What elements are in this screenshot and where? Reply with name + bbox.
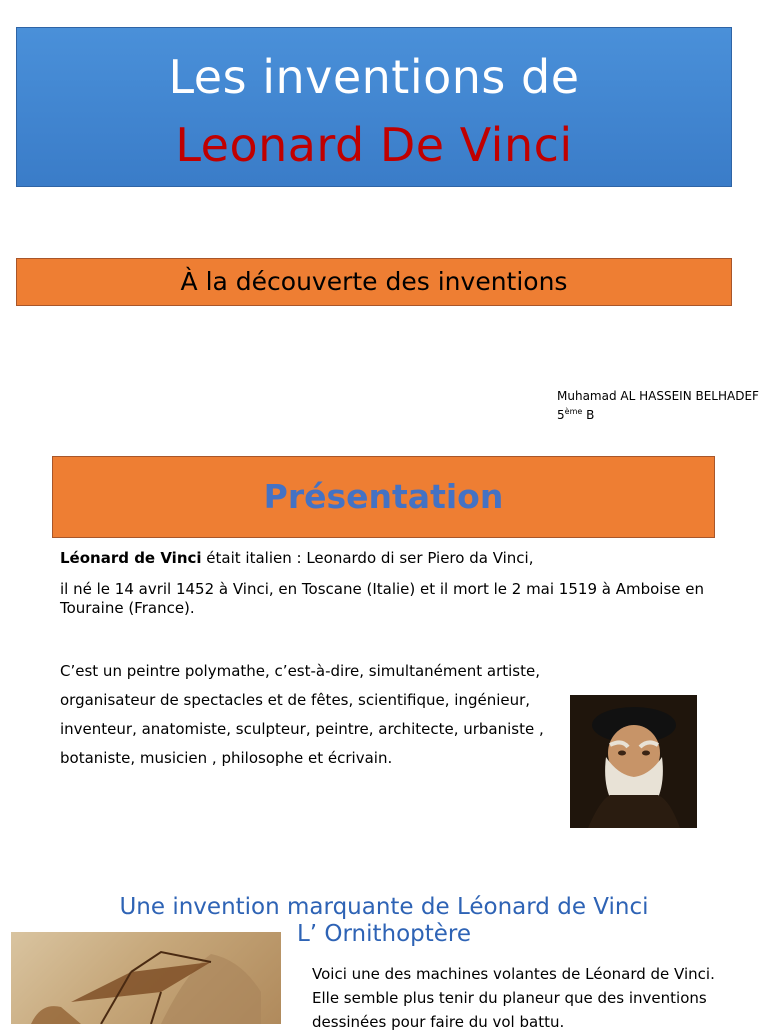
- ornithopter-drawing: [11, 932, 281, 1024]
- author-class: [557, 404, 759, 423]
- description-paragraph: C’est un peintre polymathe, c’est-à-dire, simultanément artiste, organisateur de spectacles et de fêtes, scientifique, ingénieur, inventeur, anatomiste, sculpteur, peintre, architecte, urbaniste , botaniste, musicien , philosophe et écrivain.: [60, 662, 544, 767]
- portrait-drawing: [570, 695, 697, 828]
- subtitle-bar: À la découverte des inventions: [16, 258, 732, 306]
- intro-rest: était italien : Leonardo di ser Piero da Vinci,: [201, 549, 534, 567]
- invention-heading-line-2: L’ Ornithoptère: [296, 921, 472, 947]
- author-name: Muhamad AL HASSEIN BELHADEF: [557, 389, 759, 403]
- portrait-image: [570, 695, 697, 828]
- class-superscript: ème: [564, 407, 583, 416]
- class-number: 5: [557, 408, 565, 422]
- title-line-1: Les inventions de: [168, 50, 580, 104]
- intro-paragraph: [60, 549, 534, 568]
- class-letter: B: [582, 408, 595, 422]
- intro-bold-name: Léonard de Vinci: [60, 549, 202, 567]
- presentation-heading: Présentation: [52, 456, 715, 538]
- ornithopter-image: [11, 932, 281, 1024]
- title-line-2: Leonard De Vinci: [175, 118, 573, 172]
- author-block: [557, 389, 759, 423]
- invention-heading-line-1: Une invention marquante de Léonard de Vinci: [119, 894, 649, 920]
- invention-paragraph: Voici une des machines volantes de Léonard de Vinci. Elle semble plus tenir du planeur que des inventions dessinées pour faire du vol battu.: [312, 965, 715, 1031]
- birth-paragraph: il né le 14 avril 1452 à Vinci, en Toscane (Italie) et il mort le 2 mai 1519 à Amboise en Touraine (France).: [60, 580, 704, 617]
